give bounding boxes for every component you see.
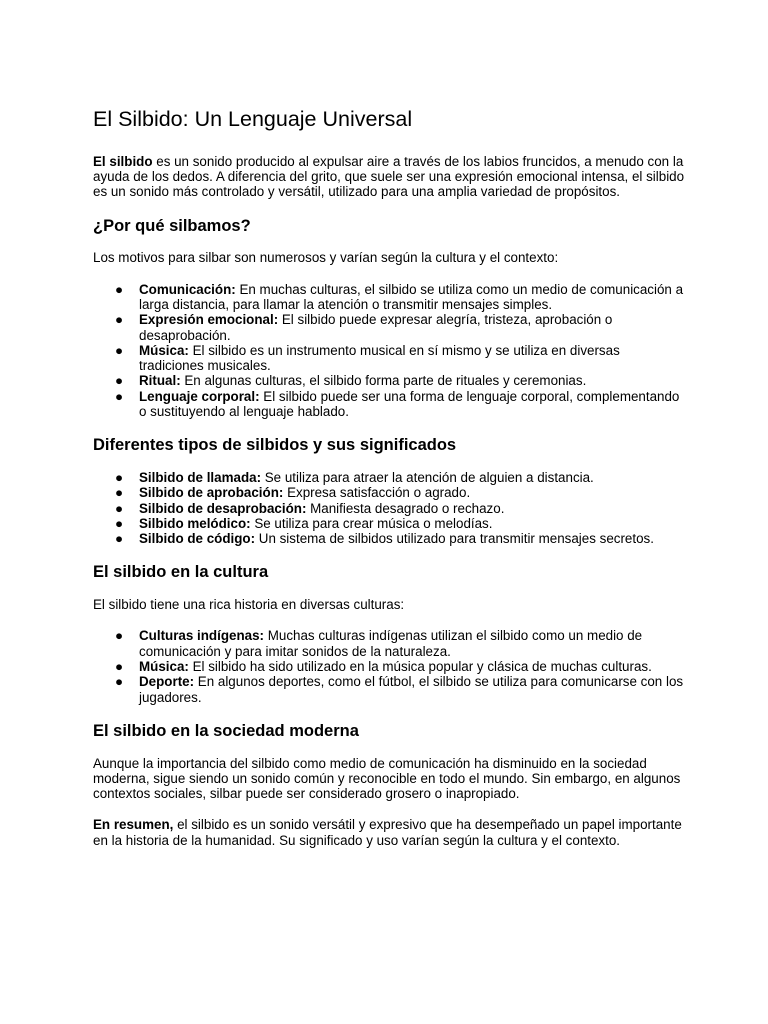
- list-item: [93, 531, 688, 546]
- summary-paragraph: [93, 817, 688, 848]
- summary-bold: En resumen,: [93, 817, 174, 833]
- list-item: [93, 501, 688, 516]
- document-title: El Silbido: Un Lenguaje Universal: [93, 107, 413, 131]
- list-item-bold: Silbido de código:: [139, 531, 256, 547]
- section-paragraph-modern: Aunque la importancia del silbido como medio de comunicación ha disminuido en la sociedad moderna, sigue siendo un sonido común y reconocible en todo el mundo. Sin embargo, en algunos contextos sociales, silbar puede ser considerado grosero o inapropiado.: [93, 755, 681, 802]
- list-item-bold: Deporte:: [139, 674, 195, 690]
- list-why: [93, 282, 688, 420]
- list-item: [93, 485, 688, 500]
- list-item-text: El silbido es un instrumento musical en sí mismo y se utiliza en diversas tradiciones musicales.: [139, 342, 620, 374]
- bullet-icon: ●: [115, 531, 124, 547]
- list-item-text: En algunas culturas, el silbido forma parte de rituales y ceremonias.: [180, 373, 587, 389]
- section-paragraph-culture: El silbido tiene una rica historia en diversas culturas:: [93, 597, 405, 613]
- list-item-bold: Expresión emocional:: [139, 312, 279, 328]
- list-item-text: Muchas culturas indígenas utilizan el silbido como un medio de comunicación y para imitar sonidos de la naturaleza.: [139, 628, 643, 659]
- intro-paragraph: [93, 154, 688, 200]
- list-item-text: Manifiesta desagrado o rechazo.: [306, 500, 505, 516]
- bullet-icon: ●: [115, 312, 124, 328]
- list-item-bold: Lenguaje corporal:: [139, 388, 260, 404]
- list-item: [93, 628, 688, 659]
- list-item: [93, 674, 688, 705]
- list-item-bold: Silbido de desaprobación:: [139, 500, 307, 516]
- list-item-bold: Comunicación:: [139, 281, 236, 297]
- bullet-icon: ●: [115, 388, 124, 404]
- section-paragraph-why: Los motivos para silbar son numerosos y varían según la cultura y el contexto:: [93, 250, 559, 266]
- list-item-text: Se utiliza para atraer la atención de alguien a distancia.: [261, 469, 594, 485]
- list-item: [93, 470, 688, 485]
- intro-text: es un sonido producido al expulsar aire a través de los labios fruncidos, a menudo con la ayuda de los dedos. A diferencia del grito, que suele ser una expresión emocional intensa, el silbido es un sonido más controlado y versátil, utilizado para una amplia variedad de propósitos.: [93, 153, 685, 200]
- bullet-icon: ●: [115, 342, 124, 358]
- intro-bold: El silbido: [93, 153, 153, 169]
- list-item: [93, 389, 688, 420]
- bullet-icon: ●: [115, 674, 124, 690]
- list-item-text: El silbido ha sido utilizado en la música popular y clásica de muchas culturas.: [188, 658, 652, 674]
- list-item-bold: Música:: [139, 342, 189, 358]
- list-item-text: El silbido puede expresar alegría, tristeza, aprobación o desaprobación.: [139, 312, 613, 343]
- bullet-icon: ●: [115, 469, 124, 485]
- list-item-text: El silbido puede ser una forma de lenguaje corporal, complementando o sustituyendo al lenguaje hablado.: [139, 388, 680, 420]
- list-item: [93, 516, 688, 531]
- summary-text: el silbido es un sonido versátil y expresivo que ha desempeñado un papel importante en la historia de la humanidad. Su significado y uso varían según la cultura y el contexto.: [93, 817, 682, 848]
- list-item-text: En algunos deportes, como el fútbol, el silbido se utiliza para comunicarse con los jugadores.: [139, 674, 684, 705]
- bullet-icon: ●: [115, 485, 124, 501]
- bullet-icon: ●: [115, 658, 124, 674]
- list-item-text: Expresa satisfacción o agrado.: [283, 485, 471, 501]
- list-types: [93, 470, 688, 546]
- list-item-text: En muchas culturas, el silbido se utiliza como un medio de comunicación a larga distancia, para llamar la atención o transmitir mensajes simples.: [139, 281, 684, 312]
- list-item-bold: Silbido melódico:: [139, 515, 251, 531]
- section-heading-why: ¿Por qué silbamos?: [93, 216, 251, 235]
- list-item-bold: Silbido de llamada:: [139, 469, 262, 485]
- list-item: [93, 312, 688, 343]
- section-heading-modern: El silbido en la sociedad moderna: [93, 721, 359, 740]
- list-item-bold: Música:: [139, 658, 189, 674]
- list-item-bold: Ritual:: [139, 373, 181, 389]
- list-item: [93, 659, 688, 674]
- list-item-bold: Culturas indígenas:: [139, 628, 264, 644]
- list-culture: [93, 628, 688, 704]
- list-item: [93, 373, 688, 388]
- bullet-icon: ●: [115, 500, 124, 516]
- section-heading-types: Diferentes tipos de silbidos y sus significados: [93, 436, 457, 455]
- bullet-icon: ●: [115, 373, 124, 389]
- list-item: [93, 282, 688, 313]
- list-item-bold: Silbido de aprobación:: [139, 485, 284, 501]
- bullet-icon: ●: [115, 281, 124, 297]
- list-item-text: Se utiliza para crear música o melodías.: [250, 515, 493, 531]
- section-heading-culture: El silbido en la cultura: [93, 563, 269, 582]
- bullet-icon: ●: [115, 515, 124, 531]
- bullet-icon: ●: [115, 628, 124, 644]
- list-item-text: Un sistema de silbidos utilizado para transmitir mensajes secretos.: [255, 531, 654, 547]
- list-item: [93, 343, 688, 374]
